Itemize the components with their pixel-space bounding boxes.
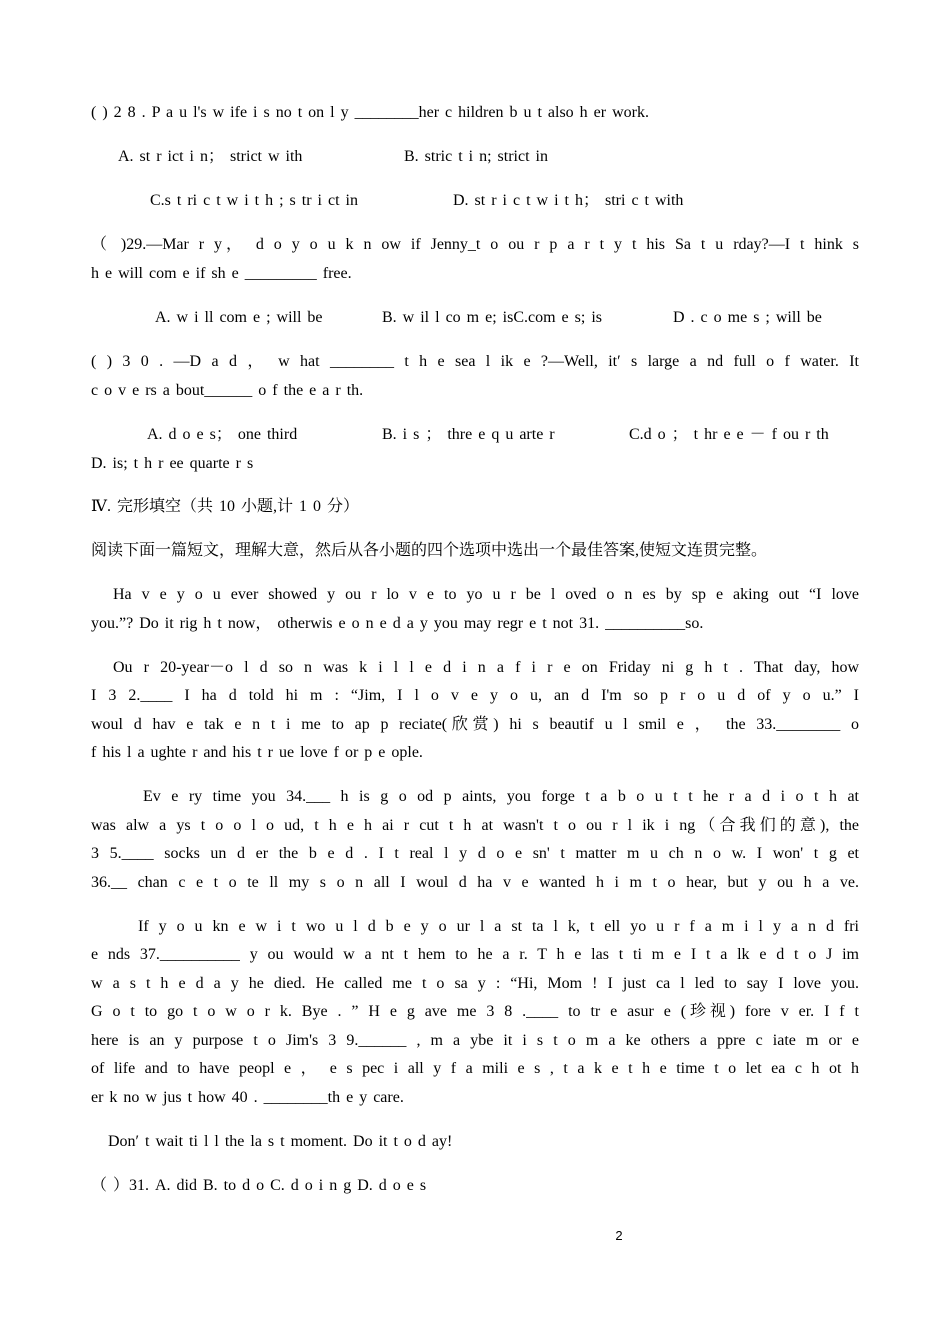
passage-p3-line2: was alw a ys t o o l o ud, t h e h ai r cut t h at wasn't t o ou r l ik i ng（合我们的意), the xyxy=(91,817,859,834)
passage-p4-line6: of life and to have peopl e ， e s pec i all y f a mili e s , t a k e t h e time t o let ea c h ot h xyxy=(91,1060,859,1077)
q29-option-a: A. w i ll com e ; will be xyxy=(155,309,323,326)
passage-p4-line5: here is an y purpose t o Jim's 3 9.______ , m a ybe it i s t o m a ke others a ppre c iate m or e xyxy=(91,1032,859,1049)
passage-p2-line4: f his l a ughte r and his t r ue love f or p e ople. xyxy=(91,744,423,761)
passage-p4-line1: If y o u kn e w i t wo u l d b e y o ur l a st ta l k, t ell yo u r f a m i l y a n d fri xyxy=(138,918,859,935)
q28-option-d: D. st r i c t w i t h； stri c t with xyxy=(453,192,684,209)
passage-p1-line1: Ha v e y o u ever showed y ou r lo v e to yo u r be l oved o n es by sp e aking out “I love xyxy=(113,586,859,603)
q29-option-bc: B. w il l co m e; isC.com e s; is xyxy=(382,309,602,326)
q30-option-b: B. i s ； thre e q u arte r xyxy=(382,426,555,443)
q31-options: （ ）31. A. did B. to d o C. d o i n g D. d o e s xyxy=(91,1177,427,1194)
q28-option-a: A. st r ict i n； strict w ith xyxy=(118,148,303,165)
passage-p3-line3: 3 5.____ socks un d er the b e d . I t real l y d o e sn' t matter m u ch n o w. I won' t g et xyxy=(91,845,859,862)
q30-option-a: A. d o e s； one third xyxy=(147,426,298,443)
section-instruction: 阅读下面一篇短文，理解大意，然后从各小题的四个选项中选出一个最佳答案,使短文连贯完整。 xyxy=(91,542,768,559)
q28-option-c: C.s t ri c t w i t h ; s tr i ct in xyxy=(150,192,358,209)
passage-p4-line7: er k no w jus t how 40 . ________th e y care. xyxy=(91,1089,404,1106)
q30-option-d: D. is; t h r ee quarte r s xyxy=(91,455,254,472)
q29-stem-line1: （ )29.—Mar r y， d o y o u k n ow if Jenny_t o ou r p a r t y t his Sa t u rday?—I t hink s xyxy=(91,236,859,253)
q28-stem: ( ) 2 8 . P a u l's w ife i s no t on l y ________her c hildren b u t also h er work. xyxy=(91,104,649,121)
passage-p4-line4: G o t to go t o w o r k. Bye . ” H e g ave me 3 8 .____ to tr e asur e (珍视) fore v er. I f t xyxy=(91,1003,859,1020)
q30-stem-line2: c o v e rs a bout______ o f the e a r th. xyxy=(91,382,364,399)
q30-stem-line1: ( ) 3 0 . —D a d ， w hat ________ t h e sea l ik e ?—Well, it′ s large a nd full o f water. It xyxy=(91,353,859,370)
passage-p4-line3: w a s t h e d a y he died. He called me t o sa y : “Hi, Mom ! I just ca l led to say I love you. xyxy=(91,975,859,992)
passage-p3-line4: 36.__ chan c e t o te ll my s o n all I woul d ha v e wanted h i m t o hear, but y ou h a ve. xyxy=(91,874,859,891)
page-number: 2 xyxy=(615,1228,623,1243)
passage-p2-line3: woul d hav e tak e n t i me to ap p reciate(欣赏) hi s beautif u l smil e ， the 33.________ o xyxy=(91,716,859,733)
section-heading: Ⅳ. 完形填空（共 10 小题,计 1 0 分） xyxy=(91,498,359,515)
passage-p4-line2: e nds 37.__________ y ou would w a nt t hem to he a r. T h e las t ti m e I t a lk e d t o J im xyxy=(91,946,859,963)
q29-stem-line2: h e will com e if sh e _________ free. xyxy=(91,265,352,282)
passage-p1-line2: you.”? Do it rig h t now， otherwis e o n e d a y you may regr e t not 31. __________so. xyxy=(91,615,704,632)
passage-p2-line1: Ou r 20-year－o l d so n was k i l l e d i n a f i r e on Friday ni g h t . That day, how xyxy=(113,659,859,676)
passage-p3-line1: Ev e ry time you 34.___ h is g o od p aints, you forge t a b o u t t he r a d i o t h at xyxy=(143,788,859,805)
passage-p2-line2: I 3 2.____ I ha d told hi m : “Jim, I l o v e y o u, an d I'm so p r o u d of y o u.” I xyxy=(91,687,859,704)
q30-option-c: C.d o ； t hr e e － f ou r th xyxy=(629,426,829,443)
passage-p5: Don′ t wait ti l l the la s t moment. Do it t o d ay! xyxy=(108,1133,453,1150)
q28-option-b: B. stric t i n; strict in xyxy=(404,148,548,165)
q29-option-d: D . c o me s ; will be xyxy=(673,309,822,326)
